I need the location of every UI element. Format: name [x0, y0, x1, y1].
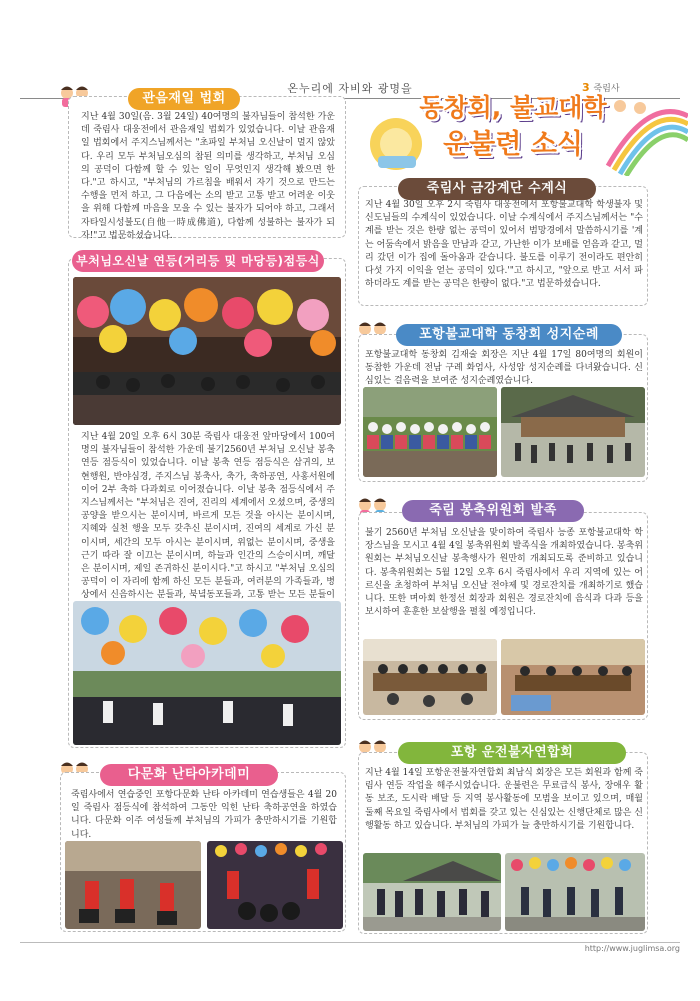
committee-box — [358, 512, 648, 720]
nanta-box — [60, 772, 346, 932]
banner-title-line1: 동창회, 불교대학 — [419, 93, 607, 122]
drivers-photo-2 — [505, 853, 645, 931]
header-title: 온누리에 자비와 광명을 — [287, 82, 413, 95]
committee-photo-2 — [501, 639, 645, 715]
pilgrimage-box — [358, 334, 648, 482]
nanta-photo-1 — [65, 841, 201, 929]
lantern-text: 지난 4월 20일 오후 6시 30분 죽림사 대웅전 앞마당에서 100여명의 불자님들이 참석한 가운데 불기2560년 부처님 오신날 봉축 연등 점등식이 있었습니다. 이날 봉축 연등 점등식은 삼귀의, 보현행원, 반야심경, 주지스님 봉축사, 축가, 축하공연, 사홍서원에 이어 2부 축하 다과회로 이어졌습니다. 이날 봉축 점등식에서 주지스님께서는 "부처님은 진여, 진리의 세계에서 오셨으며, 중생의 공양을 받으시는 분이시며, 바르게 모든 것을 아시는 분이시며, 지혜와 실천 행을 모두 갖추신 분이시며, 진여의 세계로 가신 분이시며, 세간의 모두 아시는 분이시며, 위없는 분이시며, 중생을 근기 따라 잘 이끄는 분이시며, 하늘과 인간의 스승이시며, 깨달은 분이시며, 제일 존귀하신 분이시다."고 하시고 "부처님 오심의 공덕이 이 자리에 함께 하신 모든 분들과, 여러분의 가족들과, 병상에서 신음하시는 분들과, 북녘동포들과, 고통 받는 모든 분들이 — [81, 432, 335, 601]
pilgrimage-photo-1 — [363, 387, 497, 477]
banner-title-line2: 운불련 소식 — [443, 129, 583, 160]
nanta-photo-2 — [207, 841, 343, 929]
stairs-text: 지난 4월 30일 오후 2시 죽림사 대웅전에서 포항불교대학 학생불자 및 신도님들의 수계식이 있었습니다. 이날 수계식에서 주지스님께서는 "수계를 받는 것은 한량 없는 공덕이 있어서 범망경에서 말씀하시기를 '계는 어둠속에서 밝음을 만남과 같고, 가난한 이가 보배를 얻음과 같고, 멀리 갔던 이가 집에 돌아옴과 같습니다. 불도를 이루기 전이라도 편안히 다섯 가지 이익을 얻는 공덕이 있다.'"고 하시고, "앞으로 반고 서서 파하더라도 계를 받는 공덕은 한량이 없다."고 법문하셨습니다. — [365, 200, 643, 290]
committee-photo-1 — [363, 639, 497, 715]
drivers-title: 포항 운전불자연합회 — [398, 742, 626, 764]
banner — [358, 86, 688, 176]
lantern-box — [68, 258, 346, 748]
committee-text: 불기 2560년 부처님 오신날을 맞이하여 죽림사 능종 포항불교대학 학장스님을 모시고 4월 4일 봉축위원회 발족식을 개최하였습니다. 봉축위원회는 부처님오신날 봉축행사가 원만히 개최되도록 준비하고 있습니다. 봉축위원회는 5월 12일 오후 6시 죽림사에서 우리 지역에 있는 어르신을 초청하여 부처님 오신날 전야제 및 경로잔치를 개최하기로 했습니다. 또한 며아회 한정선 회장과 회원은 경로잔치에 음식과 다과 등을 보시하여 훈훈한 보살행을 펼칠 예정입니다. — [365, 528, 643, 618]
committee-title: 죽림 봉축위원회 발족 — [402, 500, 584, 522]
drivers-box — [358, 752, 648, 934]
footer-url[interactable]: http://www.juglimsa.org — [584, 944, 680, 953]
pilgrimage-photo-2 — [501, 387, 645, 477]
publication-name: 죽림사 — [593, 84, 620, 94]
lantern-title: 부처님오신날 연등(거리등 및 마당등)점등식 — [72, 250, 324, 272]
stairs-title: 죽림사 금강계단 수계식 — [398, 178, 596, 200]
pilgrimage-text: 포항불교대학 동창회 김재술 회장은 지난 4월 17일 80여명의 회원이 동참한 가운데 전남 구례 화엄사, 사성암 성지순례를 다녀왔습니다. 신심있는 걸음력을 보여준 성지순례였습니다. — [365, 350, 643, 387]
gwaneum-box — [68, 96, 346, 241]
header-decoration — [0, 0, 700, 80]
gwaneum-title: 관음재일 법회 — [128, 88, 240, 110]
page-number-value: 3 — [582, 81, 590, 94]
drivers-text: 지난 4월 14일 포항운전불자연합회 최남식 회장은 모든 회원과 함께 죽림사 연등 작업을 해주시었습니다. 운불련은 무료급식 봉사, 장애우 활동 보조, 도시락 배달 등 지역 봉사활동에 모범을 보이고 있으며, 매월 둘째 목요일 죽림사에서 법회를 갖고 있는 신심있는 신행단체로 많은 신행활동 하고 있습니다. 부처님의 가피가 늘 충만하시기를 기원합니다. — [365, 768, 643, 831]
footer-divider — [20, 942, 680, 943]
nanta-text: 죽림사에서 연습중인 포항다문화 난타 아카데미 연습생들은 4월 20일 죽림사 점등식에 참석하여 그동안 익힌 난타 축하공연을 하였습니다. 다문화 이주 여성들께 부처님의 가피가 충만하시기를 기원합니다. — [71, 790, 337, 840]
lantern-photo-2 — [73, 601, 341, 745]
lantern-photo-1 — [73, 277, 341, 425]
gwaneum-text: 지난 4월 30일(음. 3월 24일) 40여명의 불자님들이 참석한 가운데 죽림사 대웅전에서 관음재일 법회가 있었습니다. 이날 관음재일 법회에서 주지스님께서는 "초파일 부처님 오신날이 멀지 않았다. 우리 모두 부처님오심의 참된 의미를 생각하고, 부처님 오심의 공덕이 다함께 할 수 있는 일이 무엇인지 생각해 봤으면 한다."고 하시고, "부처님의 가르침을 배워서 자기 것으로 만드는 수행을 먼저 하고, 그 다음에는 소의 받고 고통 받고 어려운 이웃을 위해 다함께 마음을 모을 수 있는 불자가 되어야 하고, 그래서 자타일시성불도(自他一時成佛道), 다함께 성불하는 불자가 되자!"고 법문하셨습니다. — [81, 112, 335, 241]
drivers-photo-1 — [363, 853, 501, 931]
pilgrimage-title: 포항불교대학 동창회 성지순례 — [396, 324, 622, 346]
page-header — [0, 0, 700, 80]
nanta-title: 다문화 난타아카데미 — [100, 764, 278, 786]
stairs-box — [358, 186, 648, 306]
